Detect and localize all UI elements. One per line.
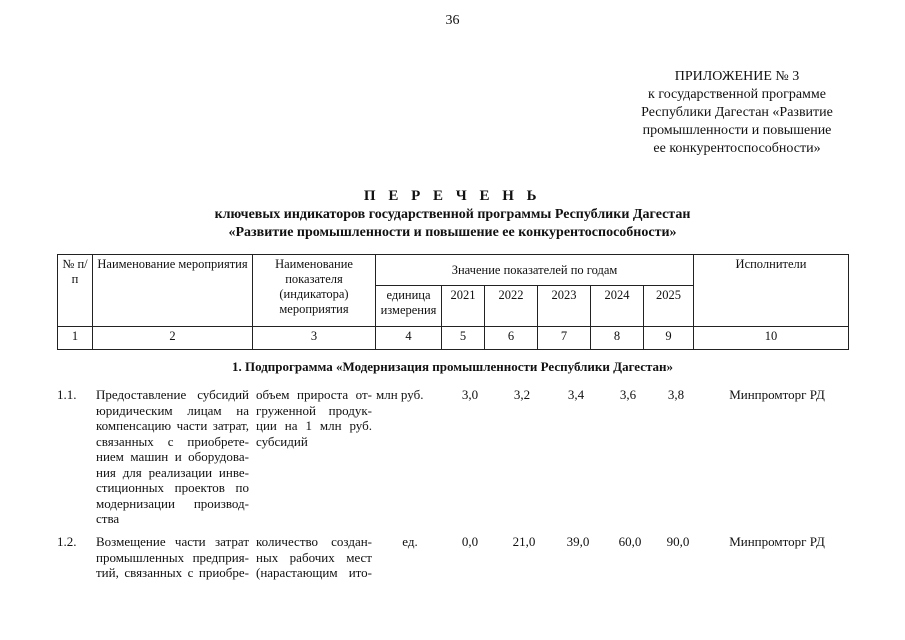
indicator-line: количество создан- <box>256 534 372 549</box>
row-value-2021: 3,0 <box>461 387 479 402</box>
row-indicator <box>256 387 372 449</box>
appendix-line: Республики Дагестан «Развитие <box>641 105 833 120</box>
header-year: 2024 <box>591 286 644 327</box>
header-year: 2021 <box>442 286 485 327</box>
indicator-line: ных рабочих мест <box>256 549 372 565</box>
event-line: модернизации производ- <box>96 495 249 511</box>
header-values-group: Значение показателей по годам <box>376 255 694 286</box>
header-executors: Исполнители <box>694 255 849 327</box>
header-year: 2023 <box>538 286 591 327</box>
indicator-line: (нарастающим ито- <box>256 565 372 580</box>
indicator-line: груженной продук- <box>256 402 372 418</box>
header-year: 2022 <box>485 286 538 327</box>
header-year: 2025 <box>644 286 694 327</box>
row-indicator <box>256 534 372 581</box>
appendix-line: к государственной программе <box>648 87 826 102</box>
column-number: 9 <box>644 327 694 350</box>
event-line: стиционных проектов по <box>96 480 249 495</box>
column-number: 4 <box>376 327 442 350</box>
event-line: нием машин и оборудова- <box>96 449 249 464</box>
indicator-line: объем прироста от- <box>256 387 372 402</box>
row-value-2024: 60,0 <box>618 534 642 549</box>
row-value-2024: 3,6 <box>619 387 637 402</box>
event-line: связанных с приобрете- <box>96 433 249 449</box>
indicator-line: ции на 1 млн руб. <box>256 418 372 433</box>
appendix-line: ПРИЛОЖЕНИЕ № 3 <box>674 69 800 84</box>
event-line: ства <box>96 511 120 526</box>
column-number: 5 <box>442 327 485 350</box>
event-line: юридическим лицам на <box>96 402 249 418</box>
title-line-3: «Развитие промышленности и повышение ее конкурентоспособности» <box>228 225 677 240</box>
row-number: 1.1. <box>57 387 77 402</box>
appendix-line: ее конкурентоспособности» <box>653 141 821 156</box>
row-executor: Минпромторг РД <box>729 387 825 402</box>
header-indicator: Наименование показателя (индикатора) мероприятия <box>253 255 376 327</box>
row-unit: млн руб. <box>376 387 424 402</box>
row-unit: ед. <box>402 534 418 549</box>
row-event <box>96 534 249 581</box>
appendix-line: промышленности и повышение <box>642 123 832 138</box>
event-line: Предоставление субсидий <box>96 387 249 402</box>
column-number: 1 <box>58 327 93 350</box>
subprogram-heading: 1. Подпрограмма «Модернизация промышленности Республики Дагестан» <box>231 359 674 374</box>
indicators-table-header <box>57 254 849 350</box>
row-value-2023: 39,0 <box>566 534 590 549</box>
row-value-2025: 90,0 <box>666 534 690 549</box>
event-line: ния для реализации инве- <box>96 464 249 480</box>
row-value-2025: 3,8 <box>667 387 685 402</box>
row-number: 1.2. <box>57 534 77 549</box>
column-number: 8 <box>591 327 644 350</box>
column-number: 3 <box>253 327 376 350</box>
column-number: 6 <box>485 327 538 350</box>
row-event <box>96 387 249 527</box>
row-value-2022: 21,0 <box>512 534 536 549</box>
event-line: Возмещение части затрат <box>96 534 249 549</box>
event-line: тий, связанных с приобре- <box>96 565 249 580</box>
indicator-line: субсидий <box>256 433 308 449</box>
row-executor: Минпромторг РД <box>729 534 825 549</box>
title-line-2: ключевых индикаторов государственной программы Республики Дагестан <box>214 207 691 222</box>
event-line: компенсацию части затрат, <box>96 418 249 433</box>
appendix-block <box>602 68 872 158</box>
header-event: Наименование мероприятия <box>93 255 253 327</box>
header-num: № п/п <box>58 255 93 327</box>
document-title <box>0 187 905 242</box>
column-number: 10 <box>694 327 849 350</box>
row-value-2021: 0,0 <box>461 534 479 549</box>
page-number: 36 <box>445 13 460 28</box>
row-value-2022: 3,2 <box>513 387 531 402</box>
column-number: 7 <box>538 327 591 350</box>
event-line: промышленных предприя- <box>96 549 249 565</box>
column-number: 2 <box>93 327 253 350</box>
header-unit: единица измерения <box>376 286 442 327</box>
row-value-2023: 3,4 <box>567 387 585 402</box>
title-line-1: П Е Р Е Ч Е Н Ь <box>363 188 542 204</box>
